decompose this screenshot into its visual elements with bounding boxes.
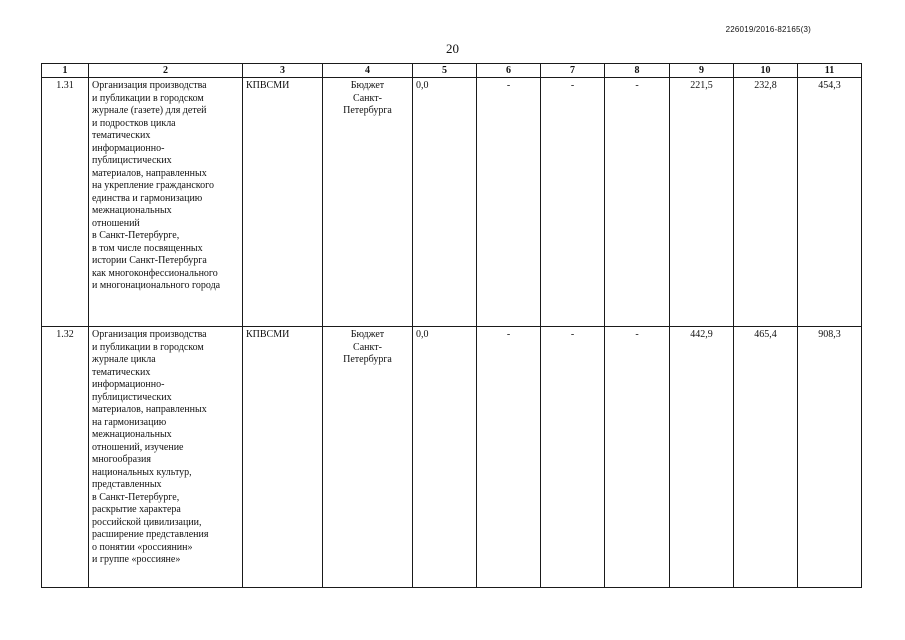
- column-header: 5: [413, 64, 477, 78]
- row-value-col7: -: [541, 78, 605, 327]
- row-value-col9: 221,5: [670, 78, 734, 327]
- column-header: 6: [477, 64, 541, 78]
- table-row: [42, 327, 862, 588]
- column-header: 2: [89, 64, 243, 78]
- row-value-col5: 0,0: [413, 78, 477, 327]
- column-number-row: [42, 64, 862, 78]
- row-funding-source: Бюджет Санкт- Петербурга: [323, 327, 413, 588]
- row-value-col5: 0,0: [413, 327, 477, 588]
- column-header: 9: [670, 64, 734, 78]
- row-number: 1.31: [42, 78, 89, 327]
- page-number: 20: [446, 41, 459, 56]
- row-value-col8: -: [605, 78, 670, 327]
- row-value-col11: 454,3: [798, 78, 862, 327]
- row-description: Организация производства и публикации в городском журнале цикла тематических информационно- публицистических материалов, направленных на гармонизацию межнациональных отношений, изучение многообразия национальных культур, представленных в Санкт-Петербурге, раскрытие характера российской цивилизации, расширение представления о понятии «россиянин» и группе «россияне»: [89, 327, 243, 588]
- row-executor: КПВСМИ: [243, 327, 323, 588]
- row-executor: КПВСМИ: [243, 78, 323, 327]
- column-header: 11: [798, 64, 862, 78]
- column-header: 10: [734, 64, 798, 78]
- row-value-col10: 465,4: [734, 327, 798, 588]
- row-value-col6: -: [477, 327, 541, 588]
- budget-table: [41, 63, 862, 588]
- row-value-col11: 908,3: [798, 327, 862, 588]
- row-value-col10: 232,8: [734, 78, 798, 327]
- row-value-col6: -: [477, 78, 541, 327]
- document-id: 226019/2016-82165(3): [725, 25, 811, 34]
- row-number: 1.32: [42, 327, 89, 588]
- row-value-col8: -: [605, 327, 670, 588]
- column-header: 7: [541, 64, 605, 78]
- row-funding-source: Бюджет Санкт- Петербурга: [323, 78, 413, 327]
- column-header: 8: [605, 64, 670, 78]
- row-value-col9: 442,9: [670, 327, 734, 588]
- column-header: 1: [42, 64, 89, 78]
- row-value-col7: -: [541, 327, 605, 588]
- column-header: 4: [323, 64, 413, 78]
- column-header: 3: [243, 64, 323, 78]
- table-row: [42, 78, 862, 327]
- row-description: Организация производства и публикации в городском журнале (газете) для детей и подростков цикла тематических информационно- публицистических материалов, направленных на укрепление гражданского единства и гармонизацию межнациональных отношений в Санкт-Петербурге, в том числе посвященных истории Санкт-Петербурга как многоконфессионального и многонационального города: [89, 78, 243, 327]
